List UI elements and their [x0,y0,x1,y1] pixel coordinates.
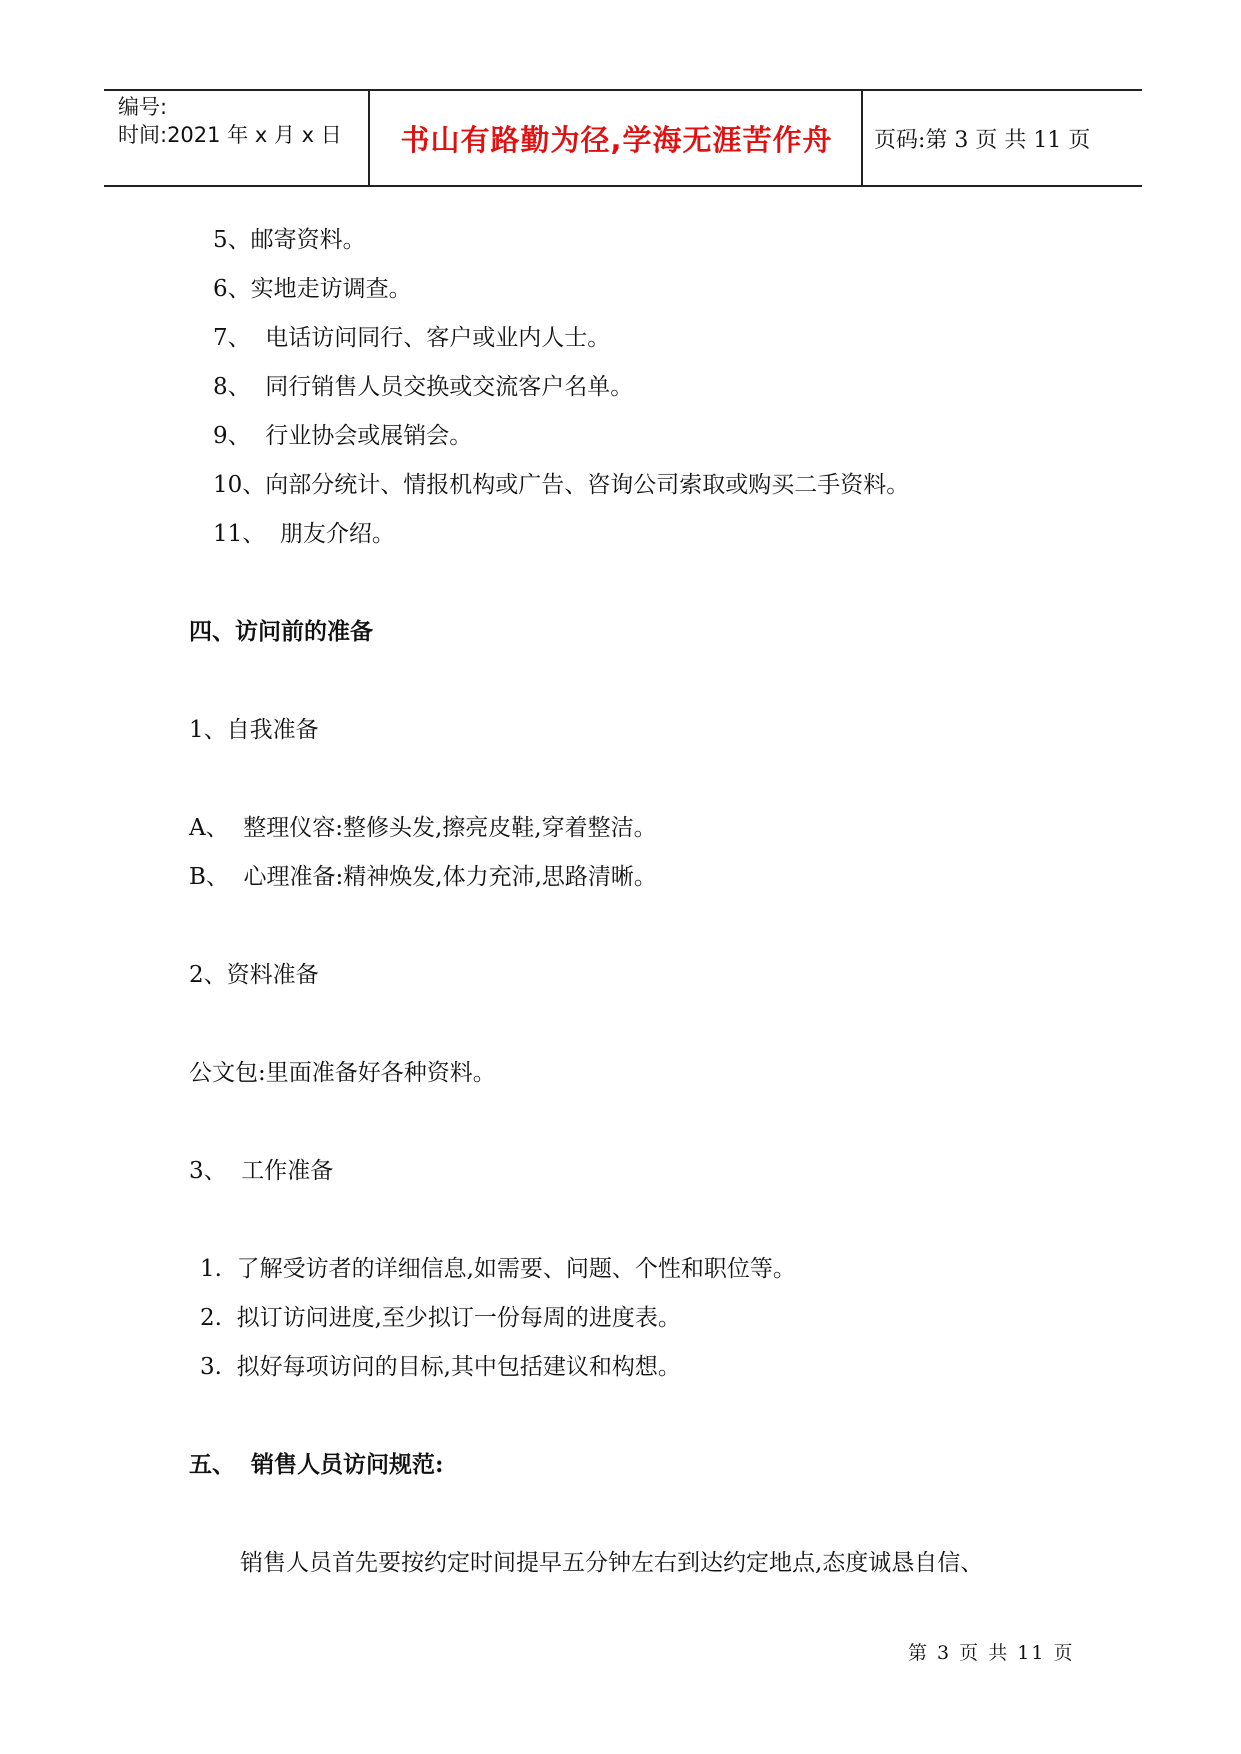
list-item: 1. 了解受访者的详细信息,如需要、问题、个性和职位等。 [200,1256,796,1282]
list-item: 5、邮寄资料。 [213,227,366,253]
doc-time-label: 时间:2021 年 x 月 x 日 [118,123,342,147]
list-item: 6、实地走访调查。 [213,276,412,302]
section-5-heading: 五、 销售人员访问规范: [189,1451,444,1478]
header-motto: 书山有路勤为径,学海无涯苦作舟 [400,122,833,157]
list-item: 10、向部分统计、情报机构或广告、咨询公司索取或购买二手资料。 [213,472,910,498]
header-divider-right [861,91,863,185]
subsection-3-heading: 3、 工作准备 [189,1158,334,1184]
section-4-heading: 四、访问前的准备 [189,618,373,645]
list-item: B、 心理准备:精神焕发,体力充沛,思路清晰。 [189,864,657,890]
header-meta [118,93,342,149]
subsection-1-heading: 1、自我准备 [189,717,319,743]
header-page-info: 页码:第 3 页 共 11 页 [874,127,1091,153]
subsection-2-heading: 2、资料准备 [189,962,319,988]
list-item: 2. 拟订访问进度,至少拟订一份每周的进度表。 [200,1305,681,1331]
list-item: 8、 同行销售人员交换或交流客户名单。 [213,374,634,400]
list-item: 9、 行业协会或展销会。 [213,423,473,449]
page-header [104,89,1142,187]
list-item: 11、 朋友介绍。 [213,521,395,547]
list-item: 7、 电话访问同行、客户或业内人士。 [213,325,611,351]
doc-number-label: 编号: [118,95,168,119]
list-item: 3. 拟好每项访问的目标,其中包括建议和构想。 [200,1354,681,1380]
list-item: A、 整理仪容:整修头发,擦亮皮鞋,穿着整洁。 [189,815,657,841]
paragraph: 公文包:里面准备好各种资料。 [189,1060,496,1086]
page-footer: 第 3 页 共 11 页 [908,1642,1075,1664]
paragraph: 销售人员首先要按约定时间提早五分钟左右到达约定地点,态度诚恳自信、 [240,1550,984,1576]
